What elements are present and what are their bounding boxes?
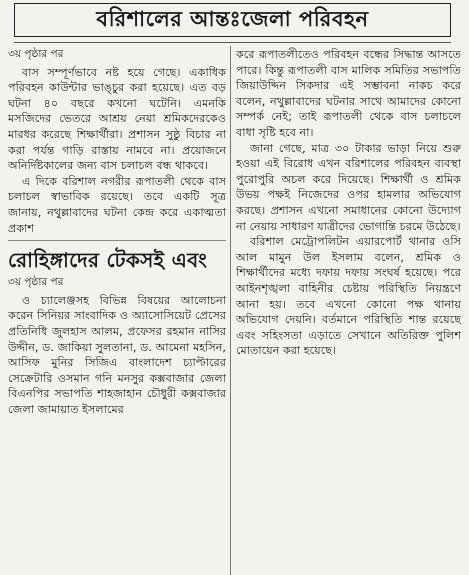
right-paragraph-3: বরিশাল মেট্রোপলিটন এয়ারপোর্ট থানার ওসি আল মামুন উল ইসলাম বলেন, শ্রমিক ও শিক্ষার্থীদের মধ্যে দফায় দফায় সংঘর্ষ হয়েছে। পরে আইনশৃঙ্খলা বাহিনীর চেষ্টায় পরিস্থিতি নিয়ন্ত্রণে আনা হয়। তবে এখনো কোনো পক্ষ থানায় অভিযোগ দেয়নি। বর্তমানে পরিস্থিতি শান্ত রয়েছে এবং সহিংসতা এড়াতে সেখানে অতিরিক্ত পুলিশ মোতায়েন করা হয়েছে। bbox=[236, 235, 461, 358]
left-paragraph-1: বাস সম্পূর্ণভাবে নষ্ট হয়ে গেছে। একাধিক পরিবহন কাউন্টার ভাঙ্চুর করা হয়েছে। এত বড় ঘটনা ৪০ বছরে কখনো ঘটেনি। এমনকি মসজিদের ভেতরে আশ্রয় নেয়া শ্রমিকদেরকেও মারধর করেছে শিক্ষার্থীরা। প্রশাসন সুষ্ঠু বিচার না করা পর্যন্ত গাড়ি রাস্তায় নামবে না। প্রয়োজনে অনির্দিষ্টকালের জন্য বাস চলাচল বন্ধ থাকবে। bbox=[8, 65, 226, 173]
headline-divider bbox=[14, 42, 451, 43]
article-divider bbox=[8, 240, 226, 241]
second-headline: রোহিঙ্গাদের টেকসই এবং bbox=[8, 248, 208, 273]
headline: বরিশালের আন্তঃজেলা পরিবহন bbox=[96, 6, 369, 31]
headline-box bbox=[14, 3, 451, 37]
continued-note: ৩য় পৃষ্ঠার পর bbox=[8, 48, 64, 60]
column-divider bbox=[230, 46, 231, 575]
right-column bbox=[236, 47, 461, 359]
left-column bbox=[8, 47, 226, 417]
right-paragraph-2: জানা গেছে, মাত্র ৩০ টাকার ভাড়া নিয়ে শুরু হওয়া এই বিরোধ এখন বরিশালের পরিবহন ব্যবস্থা পুরোপুরি অচল করে দিয়েছে। শিক্ষার্থী ও শ্রমিক উভয় পক্ষই নিজেদের ওপর হামলার অভিযোগ করছে। প্রশাসন এখনো সমাধানের কোনো উদ্যোগ না নেয়ায় সাধারণ যাত্রীদের ভোগান্তি চরমে উঠেছে। bbox=[236, 141, 461, 233]
second-continued-note: ৩য় পৃষ্ঠার পর bbox=[8, 276, 64, 289]
right-paragraph-1: করে রূপাতলীতেও পরিবহন বন্ধের সিদ্ধান্ত আসতে পারে। কিন্তু রূপাতলী বাস মালিক সমিতির সভাপতি জিয়াউদ্দিন সিকদার এই সম্ভাবনা নাকচ করে বলেন, নথুল্লাবাদের ঘটনার সাথে আমাদের কোনো সম্পর্ক নেই; তাই রূপাতলী থেকে বাস চলাচলে বাধা সৃষ্টি হবে না। bbox=[236, 48, 461, 139]
left-paragraph-2: এ দিকে বরিশাল নগরীর রূপাতলী থেকে বাস চলাচল স্বাভাবিক রয়েছে। তবে একটি সূত্র জানায়, নথুল্লাবাদের ঘটনা কেন্দ্র করে একাত্মতা প্রকাশ bbox=[8, 174, 226, 235]
left-paragraph-3: ও চ্যালেঞ্জসহ বিভিন্ন বিষয়ের আলোচনা করেন সিনিয়র সাংবাদিক ও অ্যাসোসিয়েট প্রেসের প্রতিনিধি জুলহাস আলম, প্রফেসর রহমান নাসির উদ্দীন, ড. জাকিয়া সুলতানা, ড. আমেনা মহসিন, আসিফ মুনির সিজিএ বাংলাদেশ চ্যাপ্টারের সেক্রেটারি ওসমান গনি মনসুর কক্সবাজার জেলা বিএনপির সভাপতি শাহজাহান চৌধুরী কক্সবাজার জেলা জামায়াত ইসলামের bbox=[8, 293, 226, 416]
